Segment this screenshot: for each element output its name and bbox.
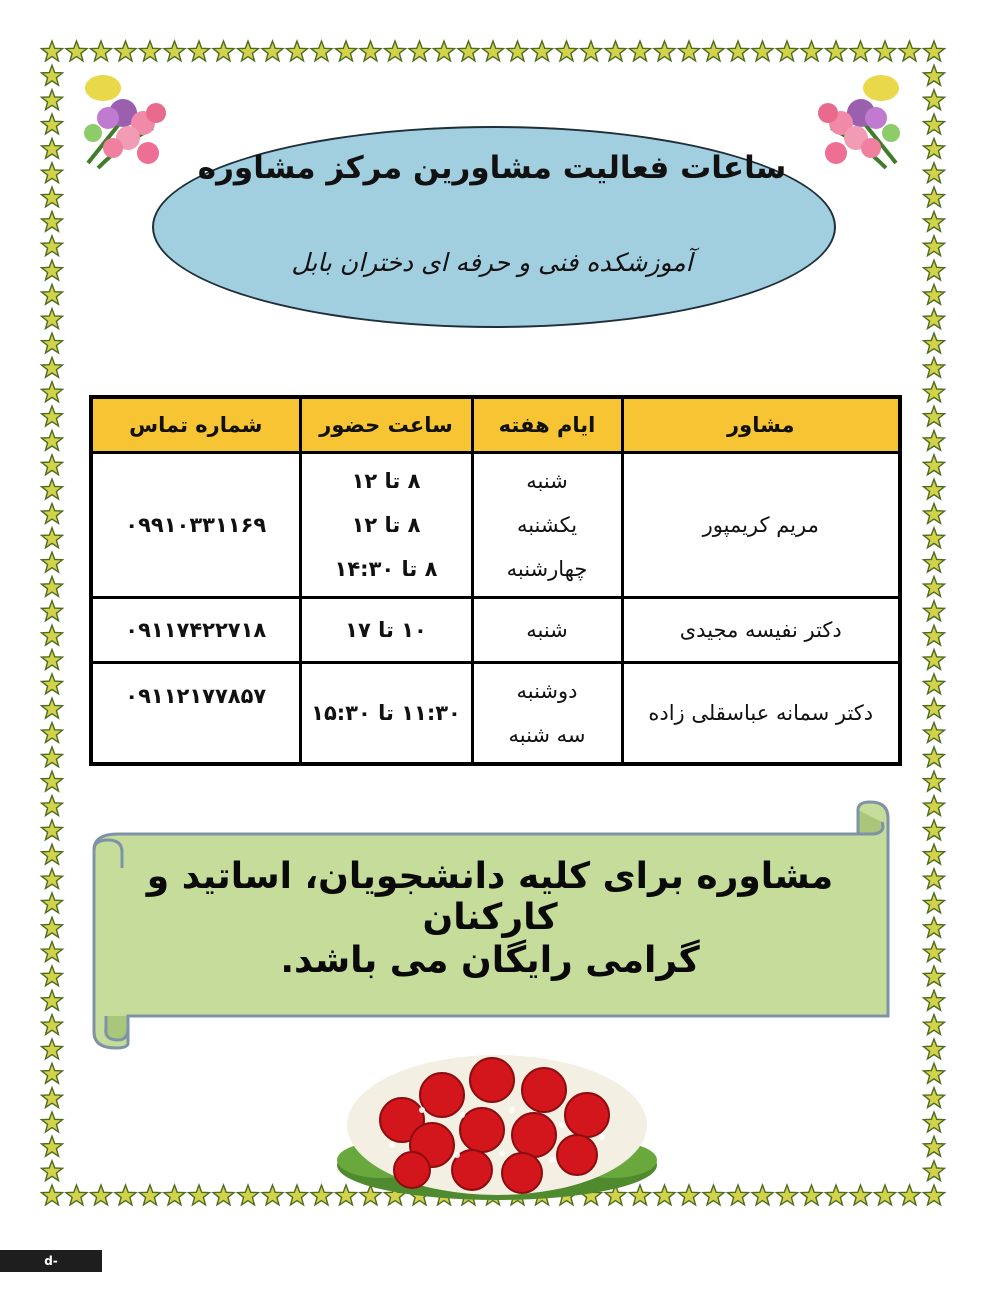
border-star	[287, 41, 308, 61]
border-star	[801, 41, 822, 61]
border-star	[826, 41, 847, 61]
counselor-name: مریم کریمپور	[622, 453, 900, 598]
border-star	[924, 577, 945, 597]
border-star	[924, 65, 945, 85]
border-star	[924, 698, 945, 718]
border-star	[42, 1063, 63, 1083]
border-star	[42, 479, 63, 499]
schedule-table	[89, 395, 902, 766]
hours: ۱۰ تا ۱۷	[345, 617, 427, 642]
border-star	[924, 1136, 945, 1156]
days-cell	[472, 597, 622, 662]
border-star	[924, 138, 945, 158]
border-star	[703, 1185, 724, 1205]
border-star	[924, 357, 945, 377]
border-star	[924, 893, 945, 913]
border-star	[899, 41, 920, 61]
border-star	[360, 41, 381, 61]
border-star	[311, 41, 332, 61]
border-star	[924, 650, 945, 670]
border-star	[189, 41, 210, 61]
days-cell	[472, 453, 622, 598]
border-star	[924, 1015, 945, 1035]
border-star	[42, 796, 63, 816]
border-star	[679, 41, 700, 61]
border-star	[777, 41, 798, 61]
border-star	[924, 187, 945, 207]
border-star	[409, 41, 430, 61]
border-star	[924, 333, 945, 353]
border-star	[42, 187, 63, 207]
border-star	[91, 1185, 112, 1205]
border-star	[42, 41, 63, 61]
border-star	[924, 430, 945, 450]
header-phone: شماره تماس	[91, 397, 300, 453]
border-star	[924, 1112, 945, 1132]
border-star	[801, 1185, 822, 1205]
border-star	[164, 1185, 185, 1205]
border-star	[924, 528, 945, 548]
border-star	[42, 382, 63, 402]
table-row	[91, 597, 900, 662]
border-star	[630, 41, 651, 61]
border-star	[556, 41, 577, 61]
border-star	[924, 309, 945, 329]
border-star	[924, 1063, 945, 1083]
border-star	[924, 917, 945, 937]
border-star	[924, 966, 945, 986]
hours-cell	[300, 597, 472, 662]
border-star	[728, 41, 749, 61]
border-star	[42, 211, 63, 231]
border-star	[42, 723, 63, 743]
border-star	[924, 1088, 945, 1108]
border-star	[924, 1039, 945, 1059]
border-star	[66, 41, 87, 61]
border-star	[42, 552, 63, 572]
hours: ۱۱:۳۰ تا ۱۵:۳۰	[311, 700, 461, 725]
border-star	[42, 771, 63, 791]
counselor-name: دکتر نفیسه مجیدی	[622, 597, 900, 662]
hours: ۸ تا ۱۴:۳۰	[334, 556, 438, 581]
border-star	[336, 41, 357, 61]
border-star	[42, 625, 63, 645]
counselor-name: دکتر سمانه عباسقلی زاده	[622, 662, 900, 764]
border-star	[924, 41, 945, 61]
header-hours: ساعت حضور	[300, 397, 472, 453]
border-star	[287, 1185, 308, 1205]
border-star	[42, 674, 63, 694]
day: شنبه	[526, 468, 568, 493]
hours-cell	[300, 662, 472, 764]
border-star	[42, 455, 63, 475]
border-star	[140, 1185, 161, 1205]
border-star	[875, 1185, 896, 1205]
border-star	[507, 41, 528, 61]
border-star	[42, 942, 63, 962]
header-counselor: مشاور	[622, 397, 900, 453]
page-subtitle: آموزشکده فنی و حرفه ای دختران بابل	[291, 248, 693, 277]
border-star	[42, 357, 63, 377]
border-star	[924, 625, 945, 645]
border-star	[42, 1112, 63, 1132]
day: شنبه	[526, 617, 568, 642]
border-star	[777, 1185, 798, 1205]
border-star	[434, 41, 455, 61]
border-star	[42, 236, 63, 256]
border-star	[728, 1185, 749, 1205]
border-star	[140, 41, 161, 61]
border-star	[850, 41, 871, 61]
border-star	[42, 820, 63, 840]
border-star	[924, 869, 945, 889]
border-star	[42, 844, 63, 864]
table-header-row	[91, 397, 900, 453]
border-star	[924, 552, 945, 572]
border-star	[115, 41, 136, 61]
hours-cell	[300, 453, 472, 598]
border-star	[42, 577, 63, 597]
border-star	[924, 382, 945, 402]
border-star	[924, 844, 945, 864]
border-star	[42, 747, 63, 767]
phone-number: ۰۹۱۱۲۱۷۷۸۵۷	[91, 662, 300, 764]
border-star	[42, 893, 63, 913]
border-star	[924, 1185, 945, 1205]
day: سه شنبه	[508, 722, 586, 747]
phone-number: ۰۹۱۱۷۴۲۲۷۱۸	[91, 597, 300, 662]
border-star	[91, 41, 112, 61]
border-star	[42, 260, 63, 280]
header-days: ایام هفته	[472, 397, 622, 453]
day: یکشنبه	[516, 512, 578, 537]
border-star	[924, 771, 945, 791]
border-star	[42, 333, 63, 353]
border-star	[42, 90, 63, 110]
border-star	[42, 990, 63, 1010]
border-star	[42, 1015, 63, 1035]
border-star	[924, 1161, 945, 1181]
border-star	[483, 41, 504, 61]
border-star	[42, 917, 63, 937]
border-star	[826, 1185, 847, 1205]
border-star	[703, 41, 724, 61]
border-star	[924, 90, 945, 110]
hours: ۸ تا ۱۲	[351, 468, 421, 493]
border-star	[924, 455, 945, 475]
border-star	[605, 41, 626, 61]
border-star	[262, 1185, 283, 1205]
rose-bouquet	[322, 1025, 672, 1205]
border-star	[42, 138, 63, 158]
border-star	[924, 406, 945, 426]
border-star	[532, 41, 553, 61]
border-star	[924, 236, 945, 256]
border-star	[42, 163, 63, 183]
border-star	[924, 674, 945, 694]
border-star	[581, 41, 602, 61]
border-star	[899, 1185, 920, 1205]
banner-line-1: مشاوره برای کلیه دانشجویان، اساتید و کارکنان	[146, 856, 834, 938]
border-star	[924, 723, 945, 743]
border-star	[924, 990, 945, 1010]
border-star	[752, 41, 773, 61]
border-star	[42, 406, 63, 426]
border-star	[42, 114, 63, 134]
hours: ۸ تا ۱۲	[351, 512, 421, 537]
border-star	[42, 309, 63, 329]
day: دوشنبه	[516, 678, 578, 703]
border-star	[115, 1185, 136, 1205]
border-star	[42, 1136, 63, 1156]
border-star	[213, 41, 234, 61]
border-star	[42, 1088, 63, 1108]
page-title: ساعات فعالیت مشاورین مرکز مشاوره	[197, 150, 787, 186]
banner-line-2: گرامی رایگان می باشد.	[280, 940, 700, 981]
border-star	[238, 41, 259, 61]
table-row	[91, 453, 900, 598]
border-star	[42, 528, 63, 548]
border-star	[924, 796, 945, 816]
border-star	[679, 1185, 700, 1205]
border-star	[42, 601, 63, 621]
days-cell	[472, 662, 622, 764]
day: چهارشنبه	[506, 556, 588, 581]
border-star	[875, 41, 896, 61]
border-star	[654, 41, 675, 61]
border-star	[189, 1185, 210, 1205]
border-star	[752, 1185, 773, 1205]
border-star	[924, 260, 945, 280]
border-star	[924, 601, 945, 621]
border-star	[458, 41, 479, 61]
border-star	[42, 430, 63, 450]
border-star	[924, 211, 945, 231]
border-star	[42, 1039, 63, 1059]
border-star	[924, 820, 945, 840]
border-star	[42, 698, 63, 718]
border-star	[924, 114, 945, 134]
border-star	[262, 41, 283, 61]
border-star	[42, 869, 63, 889]
border-star	[924, 284, 945, 304]
border-star	[42, 284, 63, 304]
border-star	[42, 1161, 63, 1181]
border-star	[42, 504, 63, 524]
border-star	[924, 747, 945, 767]
border-star	[924, 479, 945, 499]
border-star	[924, 504, 945, 524]
border-star	[66, 1185, 87, 1205]
border-star	[42, 65, 63, 85]
border-star	[164, 41, 185, 61]
border-star	[385, 41, 406, 61]
border-star	[213, 1185, 234, 1205]
border-star	[238, 1185, 259, 1205]
border-star	[924, 942, 945, 962]
border-star	[850, 1185, 871, 1205]
border-star	[42, 650, 63, 670]
table-row	[91, 662, 900, 764]
watermark: d-babol.nus.ac.ir	[0, 1250, 102, 1272]
border-star	[42, 1185, 63, 1205]
border-star	[924, 163, 945, 183]
phone-number: ۰۹۹۱۰۳۳۱۱۶۹	[91, 453, 300, 598]
border-star	[42, 966, 63, 986]
